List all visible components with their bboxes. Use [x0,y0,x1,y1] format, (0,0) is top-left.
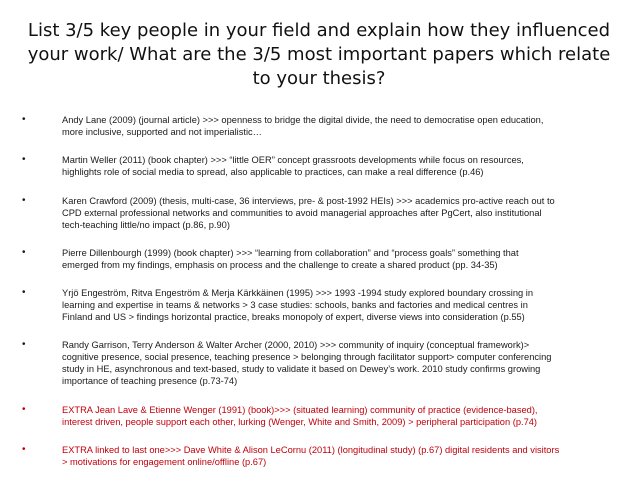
bullet-item [22,195,622,231]
bullet-marker: • [22,444,26,456]
bullet-text: Pierre Dillenbourgh (1999) (book chapter) >>> “learning from collaboration” and “process goals” something that emerged from my findings, emphasis on process and the challenge to create a shared product (pp. 34-35) [62,247,519,270]
bullet-marker: • [22,246,26,258]
bullet-text: Randy Garrison, Terry Anderson & Walter Archer (2000, 2010) >>> community of inquiry (conceptual framework)> cognitive presence, social presence, teaching presence > belonging through facilitator support> computer conferencing study in HE, asynchronous and text-based, study to validate it based on Dewey’s work. 2010 study confirms growing importance of teaching presence (p.73-74) [62,340,552,387]
bullet-list [22,114,622,484]
bullet-item-extra [22,404,622,428]
bullet-marker: • [22,287,26,299]
bullet-item [22,339,622,387]
bullet-item [22,114,622,138]
bullet-text: Martin Weller (2011) (book chapter) >>> “little OER” concept grassroots developments while focus on resources, highlights role of social media to spread, also applicable to practices, can make a real difference (p.46) [62,155,524,178]
bullet-item [22,287,622,323]
bullet-item [22,154,622,178]
bullet-marker: • [22,403,26,415]
bullet-text: EXTRA linked to last one>>> Dave White & Alison LeCornu (2011) (longitudinal study) (p.67) digital residents and visitors > motivations for engagement online/offline (p.67) [62,445,560,468]
slide-title: List 3/5 key people in your field and explain how they influenced your work/ What are the 3/5 most important papers which relate to your thesis? [27,20,611,89]
bullet-marker: • [22,194,26,206]
bullet-item [22,247,622,271]
bullet-text: Andy Lane (2009) (journal article) >>> openness to bridge the digital divide, the need to democratise open education, more inclusive, supported and not imperialistic… [62,115,544,137]
bullet-text: Yrjö Engeström, Ritva Engeström & Merja Kärkkäinen (1995) >>> 1993 -1994 study explored boundary crossing in learning and expertise in teams & networks > 3 case studies: schools, banks and factories and medical centres in Finland and US > findings horizontal practice, breaks monopoly of expert, diverse views into consideration (p.55) [62,288,534,323]
bullet-item-extra [22,444,622,468]
bullet-marker: • [22,154,26,166]
bullet-marker: • [22,339,26,351]
bullet-marker: • [22,114,26,125]
bullet-text: EXTRA Jean Lave & Etienne Wenger (1991) (book)>>> (situated learning) community of practice (evidence-based), interest driven, people support each other, lurking (Wenger, White and Smith, 2009) > peripheral participation (p.74) [62,404,538,427]
bullet-text: Karen Crawford (2009) (thesis, multi-case, 36 interviews, pre- & post-1992 HEIs) >>> academics pro-active reach out to CPD external professional networks and communities to avoid managerial approaches after PgCert, also institutional tech-teaching little/no impact (p.86, p.90) [62,195,555,230]
